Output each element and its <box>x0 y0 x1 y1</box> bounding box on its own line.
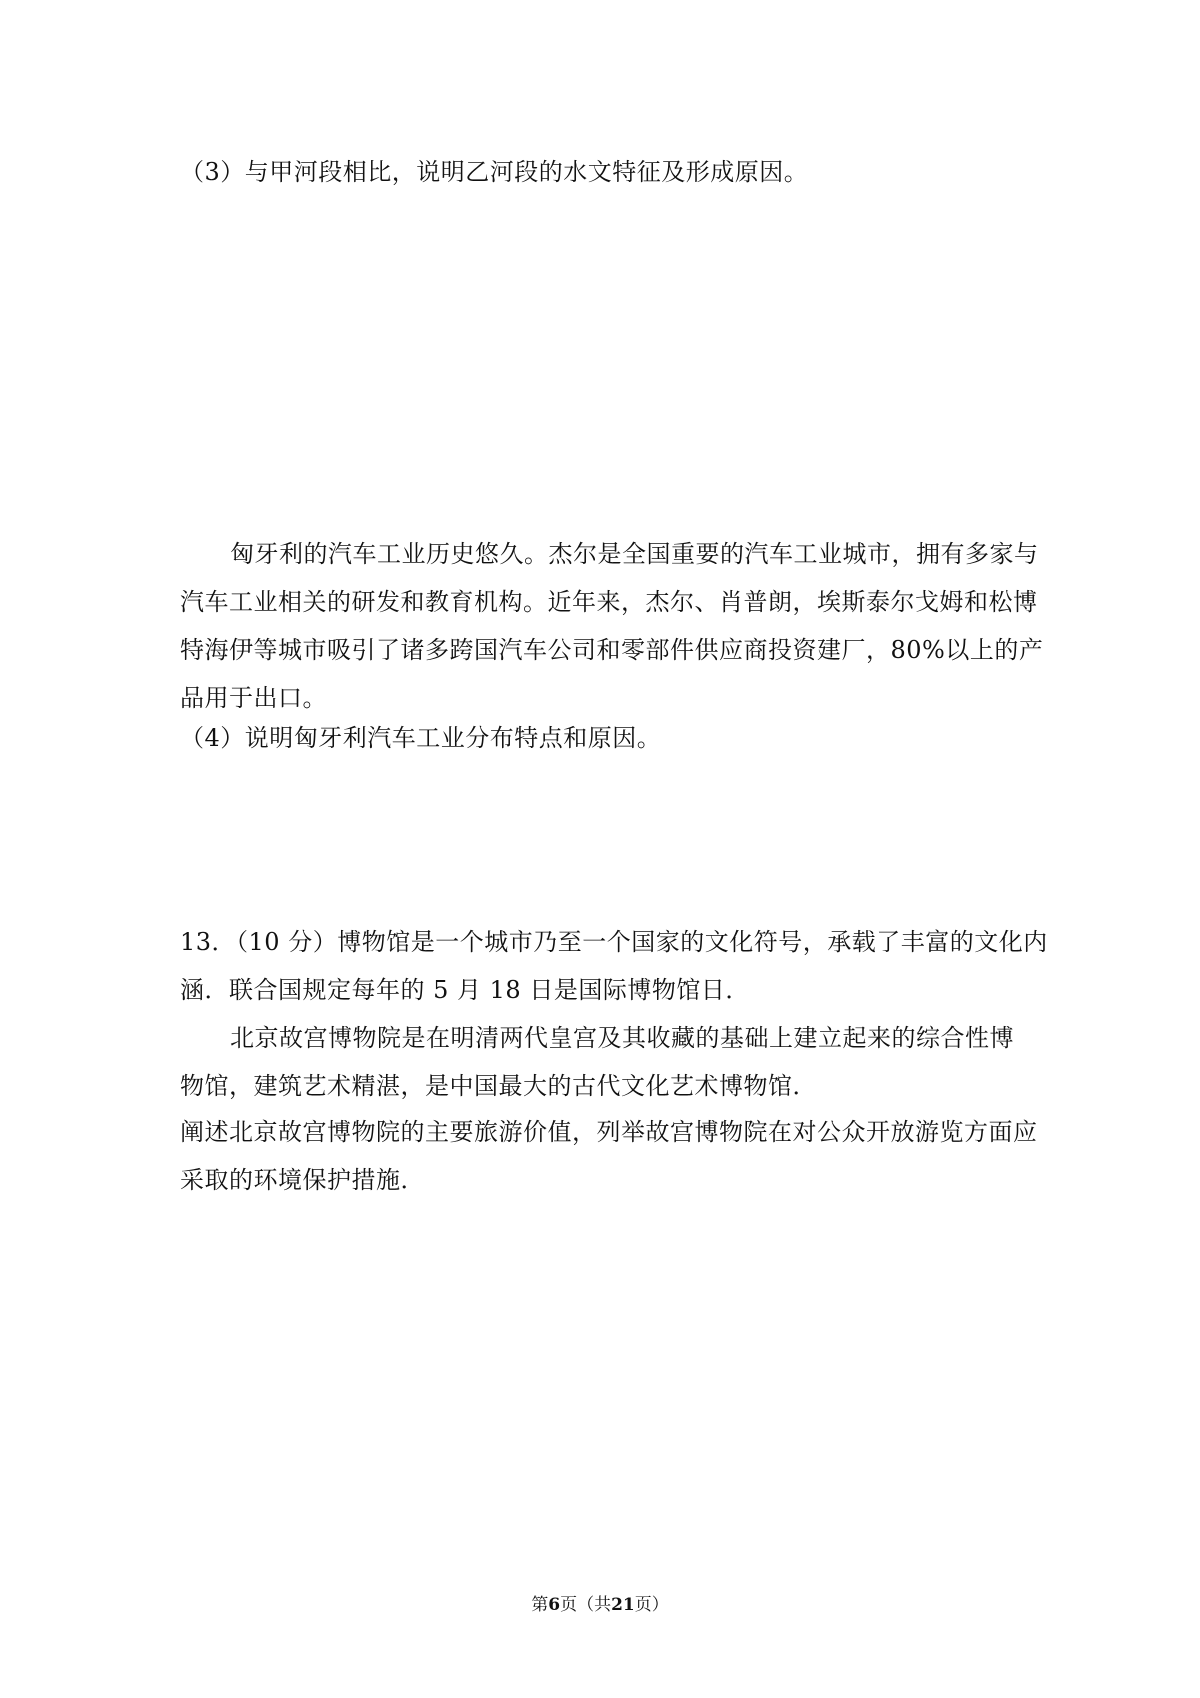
question-13-task-line-2: 采取的环境保护措施． <box>180 1166 425 1194</box>
question-13-task-line-1: 阐述北京故宫博物院的主要旅游价值，列举故宫博物院在对公众开放游览方面应 <box>180 1118 1038 1146</box>
question-12-part-3: （3）与甲河段相比，说明乙河段的水文特征及形成原因。 <box>180 158 809 186</box>
question-12-part-4: （4）说明匈牙利汽车工业分布特点和原因。 <box>180 724 662 752</box>
material-line-2: 汽车工业相关的研发和教育机构。近年来，杰尔、肖普朗，埃斯泰尔戈姆和松博 <box>180 588 1038 616</box>
material-line-4: 品用于出口。 <box>180 684 327 712</box>
footer-total-pages: 21 <box>611 1595 635 1615</box>
question-13-material-line-2: 物馆，建筑艺术精湛，是中国最大的古代文化艺术博物馆． <box>180 1072 817 1100</box>
footer-suffix: 页） <box>634 1595 669 1615</box>
material-line-1: 匈牙利的汽车工业历史悠久。杰尔是全国重要的汽车工业城市，拥有多家与 <box>230 540 1039 568</box>
material-line-3: 特海伊等城市吸引了诸多跨国汽车公司和零部件供应商投资建厂，80%以上的产 <box>180 636 1044 664</box>
footer-page-number: 6 <box>548 1595 561 1615</box>
question-13-material-line-1: 北京故宫博物院是在明清两代皇宫及其收藏的基础上建立起来的综合性博 <box>230 1024 1014 1052</box>
question-13-stem-line-1: 13．（10 分）博物馆是一个城市乃至一个国家的文化符号，承载了丰富的文化内 <box>180 928 1048 956</box>
page-footer <box>0 1593 1200 1617</box>
footer-prefix: 第 <box>531 1595 549 1615</box>
footer-middle: 页（共 <box>560 1595 612 1615</box>
question-13-stem-line-2: 涵．联合国规定每年的 5 月 18 日是国际博物馆日． <box>180 976 750 1004</box>
